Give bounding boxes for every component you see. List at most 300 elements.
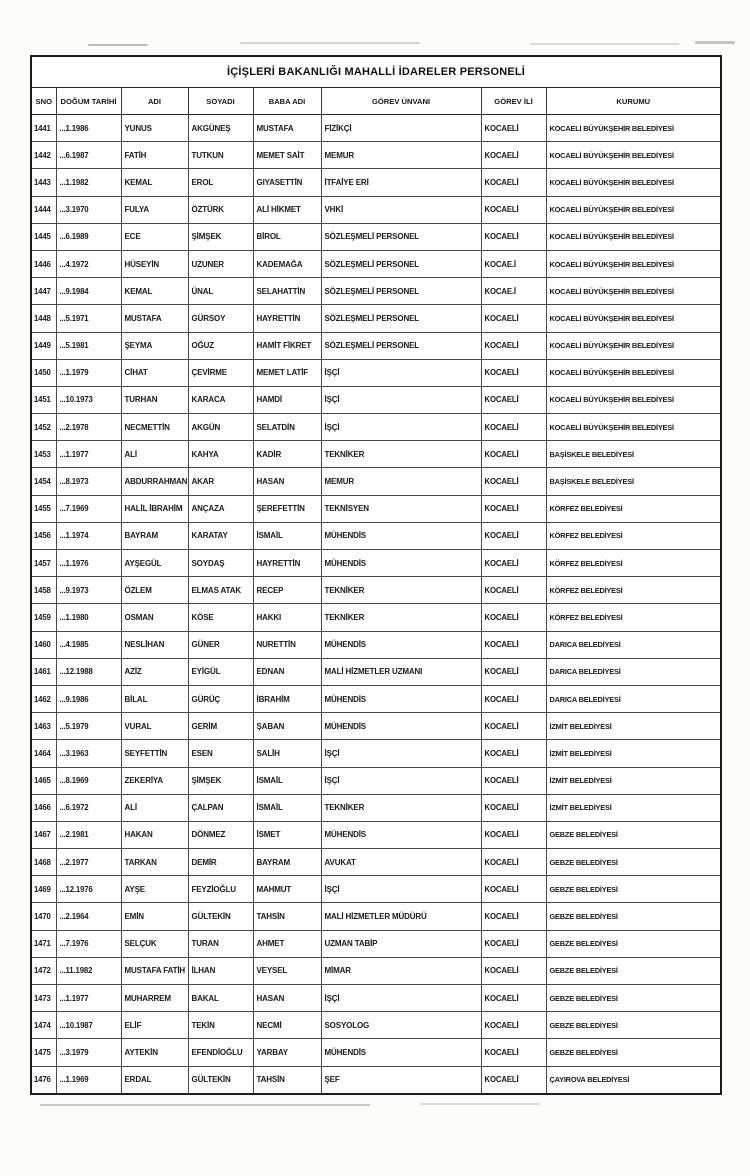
cell-sno: 1463 <box>31 713 56 740</box>
cell-dogum-tarihi: ...5.1979 <box>56 713 121 740</box>
cell-adi: SELÇUK <box>121 930 188 957</box>
cell-soyadi: ŞİMŞEK <box>188 767 253 794</box>
cell-soyadi: FEYZİOĞLU <box>188 876 253 903</box>
cell-adi: AZİZ <box>121 658 188 685</box>
cell-kurumu: DARICA BELEDİYESİ <box>546 685 721 712</box>
cell-gorev-unvani: İŞÇİ <box>321 740 481 767</box>
cell-kurumu: KOCAELİ BÜYÜKŞEHİR BELEDİYESİ <box>546 305 721 332</box>
cell-gorev-ili: KOCAELİ <box>481 1066 546 1094</box>
cell-baba-adi: SELAHATTİN <box>253 278 321 305</box>
cell-soyadi: ELMAS ATAK <box>188 577 253 604</box>
cell-soyadi: KÖSE <box>188 604 253 631</box>
cell-gorev-ili: KOCAELİ <box>481 876 546 903</box>
cell-gorev-ili: KOCAELİ <box>481 495 546 522</box>
cell-adi: NESLİHAN <box>121 631 188 658</box>
cell-sno: 1441 <box>31 115 56 142</box>
cell-gorev-unvani: SÖZLEŞMELİ PERSONEL <box>321 223 481 250</box>
cell-sno: 1443 <box>31 169 56 196</box>
cell-kurumu: GEBZE BELEDİYESİ <box>546 849 721 876</box>
cell-soyadi: KAHYA <box>188 441 253 468</box>
cell-gorev-unvani: İŞÇİ <box>321 767 481 794</box>
cell-kurumu: KOCAELİ BÜYÜKŞEHİR BELEDİYESİ <box>546 115 721 142</box>
cell-sno: 1462 <box>31 685 56 712</box>
cell-gorev-ili: KOCAELİ <box>481 223 546 250</box>
cell-adi: ECE <box>121 223 188 250</box>
cell-gorev-unvani: VHKİ <box>321 196 481 223</box>
cell-soyadi: OĞUZ <box>188 332 253 359</box>
cell-baba-adi: EDNAN <box>253 658 321 685</box>
cell-adi: ELİF <box>121 1012 188 1039</box>
cell-kurumu: KOCAELİ BÜYÜKŞEHİR BELEDİYESİ <box>546 169 721 196</box>
cell-baba-adi: İSMAİL <box>253 794 321 821</box>
cell-adi: KEMAL <box>121 278 188 305</box>
cell-soyadi: EFENDİOĞLU <box>188 1039 253 1066</box>
cell-gorev-unvani: TEKNİKER <box>321 794 481 821</box>
cell-adi: MUHARREM <box>121 985 188 1012</box>
cell-gorev-unvani: İŞÇİ <box>321 359 481 386</box>
cell-kurumu: DARICA BELEDİYESİ <box>546 631 721 658</box>
cell-adi: ERDAL <box>121 1066 188 1094</box>
cell-kurumu: İZMİT BELEDİYESİ <box>546 767 721 794</box>
cell-sno: 1451 <box>31 386 56 413</box>
cell-sno: 1475 <box>31 1039 56 1066</box>
cell-adi: HALİL İBRAHİM <box>121 495 188 522</box>
cell-dogum-tarihi: ...9.1973 <box>56 577 121 604</box>
cell-gorev-ili: KOCAELİ <box>481 522 546 549</box>
cell-gorev-unvani: SOSYOLOG <box>321 1012 481 1039</box>
cell-gorev-unvani: MÜHENDİS <box>321 1039 481 1066</box>
table-row <box>31 876 721 903</box>
cell-gorev-unvani: MEMUR <box>321 468 481 495</box>
scan-artifact <box>40 1104 370 1106</box>
cell-sno: 1454 <box>31 468 56 495</box>
cell-adi: ALİ <box>121 441 188 468</box>
cell-sno: 1468 <box>31 849 56 876</box>
cell-baba-adi: TAHSİN <box>253 903 321 930</box>
cell-kurumu: İZMİT BELEDİYESİ <box>546 740 721 767</box>
cell-dogum-tarihi: ...9.1984 <box>56 278 121 305</box>
cell-soyadi: ÜNAL <box>188 278 253 305</box>
cell-adi: FULYA <box>121 196 188 223</box>
cell-sno: 1448 <box>31 305 56 332</box>
cell-kurumu: BAŞİSKELE BELEDİYESİ <box>546 468 721 495</box>
table-row <box>31 1066 721 1094</box>
cell-kurumu: BAŞİSKELE BELEDİYESİ <box>546 441 721 468</box>
cell-gorev-ili: KOCAELİ <box>481 142 546 169</box>
cell-sno: 1446 <box>31 250 56 277</box>
cell-baba-adi: İSMET <box>253 821 321 848</box>
table-row <box>31 577 721 604</box>
table-row <box>31 142 721 169</box>
cell-gorev-unvani: MİMAR <box>321 957 481 984</box>
cell-gorev-ili: KOCAELİ <box>481 332 546 359</box>
cell-sno: 1453 <box>31 441 56 468</box>
cell-gorev-ili: KOCAELİ <box>481 658 546 685</box>
cell-dogum-tarihi: ...6.1987 <box>56 142 121 169</box>
cell-gorev-ili: KOCAELİ <box>481 468 546 495</box>
cell-kurumu: İZMİT BELEDİYESİ <box>546 713 721 740</box>
column-header-baba-adi: BABA ADI <box>253 88 321 115</box>
cell-adi: ŞEYMA <box>121 332 188 359</box>
cell-baba-adi: İBRAHİM <box>253 685 321 712</box>
cell-soyadi: KARATAY <box>188 522 253 549</box>
cell-dogum-tarihi: ...8.1969 <box>56 767 121 794</box>
cell-sno: 1471 <box>31 930 56 957</box>
table-row <box>31 658 721 685</box>
table-row <box>31 250 721 277</box>
table-row <box>31 359 721 386</box>
cell-gorev-unvani: SÖZLEŞMELİ PERSONEL <box>321 250 481 277</box>
cell-sno: 1460 <box>31 631 56 658</box>
cell-dogum-tarihi: ...5.1981 <box>56 332 121 359</box>
cell-gorev-unvani: MALİ HİZMETLER MÜDÜRÜ <box>321 903 481 930</box>
cell-baba-adi: İSMAİL <box>253 767 321 794</box>
cell-gorev-unvani: İŞÇİ <box>321 876 481 903</box>
table-row <box>31 115 721 142</box>
cell-dogum-tarihi: ...3.1963 <box>56 740 121 767</box>
cell-gorev-unvani: İŞÇİ <box>321 386 481 413</box>
cell-adi: AYŞE <box>121 876 188 903</box>
cell-gorev-unvani: TEKNİKER <box>321 604 481 631</box>
cell-soyadi: ÇEVİRME <box>188 359 253 386</box>
cell-adi: BİLAL <box>121 685 188 712</box>
cell-gorev-ili: KOCAELİ <box>481 359 546 386</box>
cell-gorev-unvani: MÜHENDİS <box>321 713 481 740</box>
cell-adi: CİHAT <box>121 359 188 386</box>
cell-soyadi: BAKAL <box>188 985 253 1012</box>
cell-baba-adi: İSMAİL <box>253 522 321 549</box>
table-row <box>31 414 721 441</box>
cell-dogum-tarihi: ...1.1976 <box>56 550 121 577</box>
cell-baba-adi: RECEP <box>253 577 321 604</box>
cell-kurumu: GEBZE BELEDİYESİ <box>546 957 721 984</box>
cell-gorev-ili: KOCAELİ <box>481 1012 546 1039</box>
cell-soyadi: ESEN <box>188 740 253 767</box>
cell-sno: 1452 <box>31 414 56 441</box>
cell-gorev-unvani: ŞEF <box>321 1066 481 1094</box>
cell-sno: 1472 <box>31 957 56 984</box>
cell-dogum-tarihi: ...5.1971 <box>56 305 121 332</box>
cell-gorev-ili: KOCAELİ <box>481 169 546 196</box>
cell-adi: EMİN <box>121 903 188 930</box>
cell-baba-adi: HAYRETTİN <box>253 550 321 577</box>
scan-artifact <box>530 43 680 45</box>
document-title: İÇİŞLERİ BAKANLIĞI MAHALLİ İDARELER PERSONELİ <box>31 56 721 88</box>
cell-sno: 1445 <box>31 223 56 250</box>
cell-kurumu: KOCAELİ BÜYÜKŞEHİR BELEDİYESİ <box>546 278 721 305</box>
cell-kurumu: KOCAELİ BÜYÜKŞEHİR BELEDİYESİ <box>546 250 721 277</box>
cell-sno: 1464 <box>31 740 56 767</box>
scan-artifact <box>88 44 148 46</box>
cell-soyadi: AKGÜN <box>188 414 253 441</box>
cell-dogum-tarihi: ...12.1988 <box>56 658 121 685</box>
cell-baba-adi: ŞABAN <box>253 713 321 740</box>
cell-adi: ABDURRAHMAN <box>121 468 188 495</box>
cell-gorev-ili: KOCAELİ <box>481 903 546 930</box>
cell-soyadi: TUTKUN <box>188 142 253 169</box>
cell-kurumu: GEBZE BELEDİYESİ <box>546 1039 721 1066</box>
cell-gorev-ili: KOCAELİ <box>481 794 546 821</box>
cell-dogum-tarihi: ...10.1973 <box>56 386 121 413</box>
table-row <box>31 930 721 957</box>
cell-gorev-ili: KOCAELİ <box>481 386 546 413</box>
cell-gorev-unvani: İŞÇİ <box>321 414 481 441</box>
table-header-row <box>31 88 721 115</box>
cell-gorev-unvani: AVUKAT <box>321 849 481 876</box>
cell-baba-adi: HAMİT FİKRET <box>253 332 321 359</box>
cell-dogum-tarihi: ...1.1980 <box>56 604 121 631</box>
cell-adi: OSMAN <box>121 604 188 631</box>
table-row <box>31 495 721 522</box>
cell-sno: 1456 <box>31 522 56 549</box>
cell-gorev-ili: KOCAE.İ <box>481 278 546 305</box>
table-row <box>31 196 721 223</box>
cell-kurumu: GEBZE BELEDİYESİ <box>546 930 721 957</box>
cell-soyadi: AKGÜNEŞ <box>188 115 253 142</box>
cell-sno: 1447 <box>31 278 56 305</box>
cell-sno: 1457 <box>31 550 56 577</box>
cell-kurumu: GEBZE BELEDİYESİ <box>546 985 721 1012</box>
cell-dogum-tarihi: ...10.1987 <box>56 1012 121 1039</box>
cell-gorev-unvani: MÜHENDİS <box>321 522 481 549</box>
cell-kurumu: KÖRFEZ BELEDİYESİ <box>546 577 721 604</box>
cell-gorev-unvani: MEMUR <box>321 142 481 169</box>
cell-sno: 1465 <box>31 767 56 794</box>
cell-gorev-unvani: MALİ HİZMETLER UZMANI <box>321 658 481 685</box>
cell-soyadi: SOYDAŞ <box>188 550 253 577</box>
cell-soyadi: GÜRSOY <box>188 305 253 332</box>
table-row <box>31 169 721 196</box>
cell-kurumu: GEBZE BELEDİYESİ <box>546 876 721 903</box>
table-row <box>31 278 721 305</box>
cell-soyadi: GÜLTEKİN <box>188 1066 253 1094</box>
cell-sno: 1470 <box>31 903 56 930</box>
cell-sno: 1455 <box>31 495 56 522</box>
cell-adi: AYTEKİN <box>121 1039 188 1066</box>
cell-sno: 1449 <box>31 332 56 359</box>
personnel-table <box>30 55 722 1095</box>
cell-dogum-tarihi: ...1.1974 <box>56 522 121 549</box>
cell-baba-adi: AHMET <box>253 930 321 957</box>
cell-gorev-unvani: FİZİKÇİ <box>321 115 481 142</box>
cell-kurumu: KOCAELİ BÜYÜKŞEHİR BELEDİYESİ <box>546 196 721 223</box>
cell-baba-adi: HASAN <box>253 985 321 1012</box>
cell-gorev-ili: KOCAELİ <box>481 441 546 468</box>
cell-dogum-tarihi: ...1.1977 <box>56 441 121 468</box>
cell-gorev-unvani: MÜHENDİS <box>321 631 481 658</box>
cell-baba-adi: MUSTAFA <box>253 115 321 142</box>
column-header-soyadi: SOYADI <box>188 88 253 115</box>
cell-sno: 1442 <box>31 142 56 169</box>
cell-dogum-tarihi: ...2.1977 <box>56 849 121 876</box>
cell-kurumu: GEBZE BELEDİYESİ <box>546 1012 721 1039</box>
cell-baba-adi: SELATDİN <box>253 414 321 441</box>
cell-gorev-unvani: MÜHENDİS <box>321 550 481 577</box>
cell-baba-adi: SALİH <box>253 740 321 767</box>
cell-adi: FATİH <box>121 142 188 169</box>
cell-gorev-ili: KOCAELİ <box>481 115 546 142</box>
cell-gorev-ili: KOCAELİ <box>481 685 546 712</box>
cell-baba-adi: KADEMAĞA <box>253 250 321 277</box>
cell-soyadi: ANÇAZA <box>188 495 253 522</box>
cell-soyadi: TEKİN <box>188 1012 253 1039</box>
cell-kurumu: ÇAYIROVA BELEDİYESİ <box>546 1066 721 1094</box>
cell-sno: 1444 <box>31 196 56 223</box>
table-row <box>31 305 721 332</box>
cell-dogum-tarihi: ...2.1981 <box>56 821 121 848</box>
table-row <box>31 441 721 468</box>
cell-sno: 1476 <box>31 1066 56 1094</box>
column-header-kurumu: KURUMU <box>546 88 721 115</box>
cell-dogum-tarihi: ...1.1979 <box>56 359 121 386</box>
table-row <box>31 522 721 549</box>
table-row <box>31 468 721 495</box>
cell-adi: YUNUS <box>121 115 188 142</box>
cell-dogum-tarihi: ...6.1972 <box>56 794 121 821</box>
cell-gorev-unvani: İŞÇİ <box>321 985 481 1012</box>
cell-gorev-unvani: SÖZLEŞMELİ PERSONEL <box>321 305 481 332</box>
column-header-gorev-unvani: GÖREV ÜNVANI <box>321 88 481 115</box>
cell-gorev-unvani: İTFAİYE ERİ <box>321 169 481 196</box>
cell-dogum-tarihi: ...2.1978 <box>56 414 121 441</box>
table-row <box>31 767 721 794</box>
cell-adi: TARKAN <box>121 849 188 876</box>
cell-adi: VURAL <box>121 713 188 740</box>
cell-baba-adi: NECMİ <box>253 1012 321 1039</box>
cell-baba-adi: HASAN <box>253 468 321 495</box>
cell-dogum-tarihi: ...7.1969 <box>56 495 121 522</box>
cell-gorev-ili: KOCAELİ <box>481 957 546 984</box>
cell-gorev-ili: KOCAELİ <box>481 604 546 631</box>
cell-kurumu: DARICA BELEDİYESİ <box>546 658 721 685</box>
cell-adi: ALİ <box>121 794 188 821</box>
cell-gorev-ili: KOCAELİ <box>481 1039 546 1066</box>
cell-sno: 1467 <box>31 821 56 848</box>
cell-adi: KEMAL <box>121 169 188 196</box>
cell-gorev-unvani: SÖZLEŞMELİ PERSONEL <box>321 332 481 359</box>
cell-adi: HAKAN <box>121 821 188 848</box>
cell-gorev-ili: KOCAELİ <box>481 985 546 1012</box>
cell-adi: HÜSEYİN <box>121 250 188 277</box>
table-row <box>31 604 721 631</box>
cell-gorev-ili: KOCAELİ <box>481 196 546 223</box>
cell-baba-adi: HAYRETTİN <box>253 305 321 332</box>
scan-artifact <box>420 1103 540 1105</box>
cell-baba-adi: BAYRAM <box>253 849 321 876</box>
cell-dogum-tarihi: ...4.1972 <box>56 250 121 277</box>
table-row <box>31 713 721 740</box>
table-title-row <box>31 56 721 88</box>
cell-soyadi: DÖNMEZ <box>188 821 253 848</box>
cell-dogum-tarihi: ...1.1986 <box>56 115 121 142</box>
cell-adi: NECMETTİN <box>121 414 188 441</box>
table-row <box>31 794 721 821</box>
scan-artifact <box>695 41 735 44</box>
cell-sno: 1458 <box>31 577 56 604</box>
cell-baba-adi: HAKKI <box>253 604 321 631</box>
table-row <box>31 849 721 876</box>
cell-sno: 1466 <box>31 794 56 821</box>
column-header-dogum-tarihi: DOĞUM TARİHİ <box>56 88 121 115</box>
table-row <box>31 740 721 767</box>
cell-dogum-tarihi: ...3.1970 <box>56 196 121 223</box>
table-row <box>31 550 721 577</box>
table-row <box>31 1039 721 1066</box>
column-header-sno: SNO <box>31 88 56 115</box>
cell-adi: MUSTAFA <box>121 305 188 332</box>
table-row <box>31 957 721 984</box>
cell-dogum-tarihi: ...2.1964 <box>56 903 121 930</box>
cell-baba-adi: YARBAY <box>253 1039 321 1066</box>
cell-adi: MUSTAFA FATİH <box>121 957 188 984</box>
cell-gorev-unvani: TEKNİKER <box>321 441 481 468</box>
table-row <box>31 821 721 848</box>
cell-gorev-unvani: UZMAN TABİP <box>321 930 481 957</box>
column-header-gorev-ili: GÖREV İLİ <box>481 88 546 115</box>
cell-kurumu: GEBZE BELEDİYESİ <box>546 903 721 930</box>
cell-gorev-unvani: TEKNİKER <box>321 577 481 604</box>
table-row <box>31 631 721 658</box>
cell-soyadi: GÜRÜÇ <box>188 685 253 712</box>
cell-kurumu: KOCAELİ BÜYÜKŞEHİR BELEDİYESİ <box>546 359 721 386</box>
cell-adi: AYŞEGÜL <box>121 550 188 577</box>
cell-adi: SEYFETTİN <box>121 740 188 767</box>
cell-kurumu: KÖRFEZ BELEDİYESİ <box>546 550 721 577</box>
cell-gorev-ili: KOCAELİ <box>481 414 546 441</box>
cell-gorev-ili: KOCAELİ <box>481 577 546 604</box>
cell-adi: BAYRAM <box>121 522 188 549</box>
cell-baba-adi: KADİR <box>253 441 321 468</box>
cell-soyadi: AKAR <box>188 468 253 495</box>
cell-dogum-tarihi: ...1.1982 <box>56 169 121 196</box>
cell-gorev-unvani: SÖZLEŞMELİ PERSONEL <box>321 278 481 305</box>
cell-kurumu: KÖRFEZ BELEDİYESİ <box>546 522 721 549</box>
cell-dogum-tarihi: ...6.1989 <box>56 223 121 250</box>
cell-kurumu: KOCAELİ BÜYÜKŞEHİR BELEDİYESİ <box>546 386 721 413</box>
cell-adi: ÖZLEM <box>121 577 188 604</box>
cell-gorev-ili: KOCAELİ <box>481 767 546 794</box>
cell-soyadi: İLHAN <box>188 957 253 984</box>
table-row <box>31 685 721 712</box>
cell-kurumu: KOCAELİ BÜYÜKŞEHİR BELEDİYESİ <box>546 142 721 169</box>
cell-kurumu: GEBZE BELEDİYESİ <box>546 821 721 848</box>
cell-sno: 1474 <box>31 1012 56 1039</box>
cell-dogum-tarihi: ...12.1976 <box>56 876 121 903</box>
cell-baba-adi: MAHMUT <box>253 876 321 903</box>
cell-sno: 1469 <box>31 876 56 903</box>
cell-gorev-unvani: MÜHENDİS <box>321 685 481 712</box>
column-header-adi: ADI <box>121 88 188 115</box>
cell-dogum-tarihi: ...1.1977 <box>56 985 121 1012</box>
cell-dogum-tarihi: ...8.1973 <box>56 468 121 495</box>
table-row <box>31 223 721 250</box>
table-row <box>31 1012 721 1039</box>
cell-adi: ZEKERİYA <box>121 767 188 794</box>
cell-dogum-tarihi: ...9.1986 <box>56 685 121 712</box>
cell-soyadi: ÇALPAN <box>188 794 253 821</box>
cell-soyadi: ÖZTÜRK <box>188 196 253 223</box>
cell-baba-adi: GIYASETTİN <box>253 169 321 196</box>
cell-sno: 1459 <box>31 604 56 631</box>
cell-baba-adi: ALİ HİKMET <box>253 196 321 223</box>
cell-soyadi: ŞİMŞEK <box>188 223 253 250</box>
cell-baba-adi: BİROL <box>253 223 321 250</box>
cell-kurumu: KÖRFEZ BELEDİYESİ <box>546 604 721 631</box>
cell-soyadi: GÜLTEKİN <box>188 903 253 930</box>
cell-gorev-ili: KOCAELİ <box>481 740 546 767</box>
cell-gorev-unvani: MÜHENDİS <box>321 821 481 848</box>
cell-gorev-ili: KOCAELİ <box>481 713 546 740</box>
